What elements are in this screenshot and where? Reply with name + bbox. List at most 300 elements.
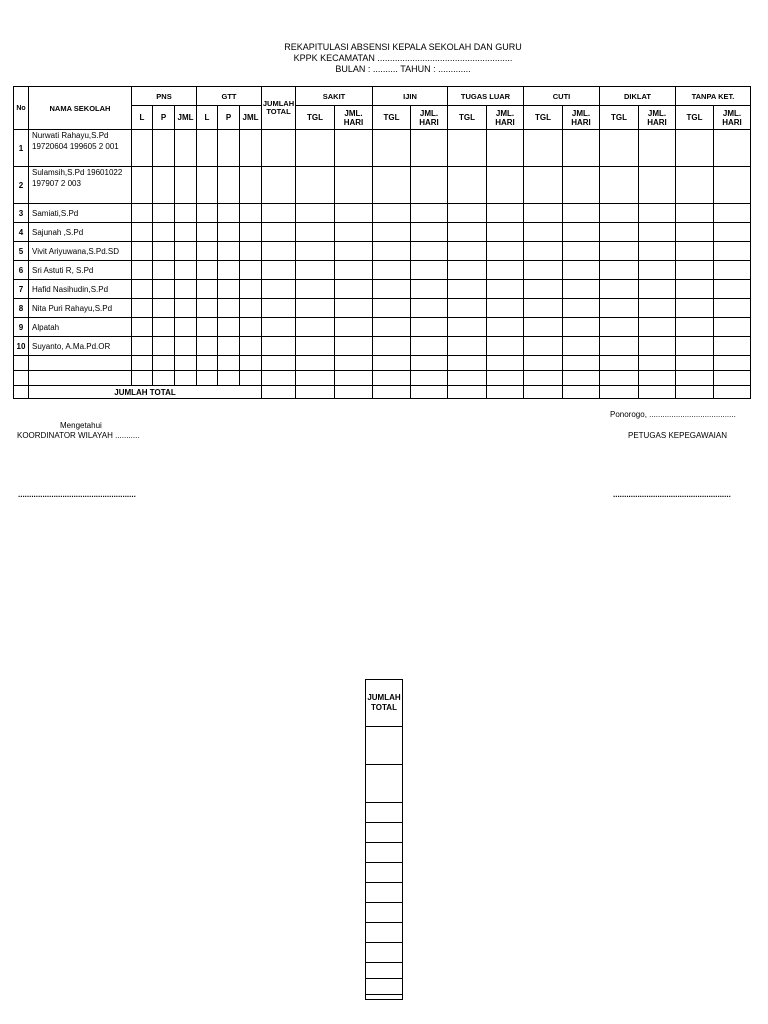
header-jumlah-total: JUMLAH TOTAL (262, 87, 296, 130)
data-cell (262, 204, 296, 223)
data-cell (411, 167, 448, 204)
data-cell (153, 299, 175, 318)
total-cell (714, 386, 751, 399)
teacher-name: Sri Astuti R, S.Pd (29, 261, 132, 280)
data-cell (240, 167, 262, 204)
data-cell (373, 356, 411, 371)
row-number: 1 (14, 130, 29, 167)
sub-tanpa-ket-jml-hari: JML. HARI (714, 106, 751, 130)
data-cell (335, 242, 373, 261)
data-cell (487, 204, 524, 223)
header-no: No (14, 87, 29, 130)
data-cell (524, 204, 563, 223)
data-cell (218, 356, 240, 371)
data-cell (153, 356, 175, 371)
data-cell (487, 223, 524, 242)
data-cell (487, 337, 524, 356)
data-cell (240, 318, 262, 337)
row-number: 4 (14, 223, 29, 242)
teacher-name: Suyanto, A.Ma.Pd.OR (29, 337, 132, 356)
data-cell (218, 318, 240, 337)
data-cell (240, 242, 262, 261)
data-cell (175, 223, 197, 242)
sub-gtt-l: L (197, 106, 218, 130)
teacher-name: Nita Puri Rahayu,S.Pd (29, 299, 132, 318)
data-cell (639, 318, 676, 337)
side-cell (366, 803, 403, 823)
sub-ijin-jml-hari: JML. HARI (411, 106, 448, 130)
total-row-no (14, 386, 29, 399)
data-cell (639, 167, 676, 204)
data-cell (296, 356, 335, 371)
data-cell (563, 167, 600, 204)
data-cell (175, 242, 197, 261)
data-cell (563, 318, 600, 337)
row-number: 6 (14, 261, 29, 280)
data-cell (676, 371, 714, 386)
data-cell (335, 337, 373, 356)
data-cell (373, 299, 411, 318)
data-cell (240, 280, 262, 299)
side-row (366, 883, 403, 903)
data-cell (197, 242, 218, 261)
data-cell (262, 130, 296, 167)
data-cell (132, 223, 153, 242)
data-cell (335, 299, 373, 318)
data-cell (296, 242, 335, 261)
total-cell (563, 386, 600, 399)
total-label: JUMLAH TOTAL (29, 386, 262, 399)
side-row (366, 765, 403, 803)
data-cell (197, 299, 218, 318)
teacher-name: Sulamsih,S.Pd 19601022 197907 2 003 (29, 167, 132, 204)
data-cell (335, 318, 373, 337)
data-cell (175, 204, 197, 223)
table-row (14, 261, 751, 280)
data-cell (714, 356, 751, 371)
row-number: 7 (14, 280, 29, 299)
teacher-name (29, 371, 132, 386)
data-cell (714, 280, 751, 299)
header-gtt: GTT (197, 87, 262, 106)
data-cell (411, 130, 448, 167)
side-row (366, 903, 403, 923)
data-cell (373, 371, 411, 386)
side-cell (366, 765, 403, 803)
data-cell (262, 167, 296, 204)
data-cell (563, 261, 600, 280)
data-cell (676, 280, 714, 299)
data-cell (448, 280, 487, 299)
data-cell (524, 280, 563, 299)
data-cell (487, 167, 524, 204)
sub-sakit-tgl: TGL (296, 106, 335, 130)
data-cell (487, 242, 524, 261)
header-nama-sekolah: NAMA SEKOLAH (29, 87, 132, 130)
row-number (14, 356, 29, 371)
data-cell (676, 130, 714, 167)
data-cell (373, 337, 411, 356)
data-cell (676, 356, 714, 371)
total-cell (335, 386, 373, 399)
data-cell (197, 318, 218, 337)
data-cell (296, 204, 335, 223)
data-cell (639, 261, 676, 280)
sub-pns-l: L (132, 106, 153, 130)
data-cell (262, 337, 296, 356)
sub-tugas-luar-jml-hari: JML. HARI (487, 106, 524, 130)
data-cell (563, 299, 600, 318)
sub-gtt-p: P (218, 106, 240, 130)
data-cell (197, 356, 218, 371)
total-cell (676, 386, 714, 399)
row-number (14, 371, 29, 386)
data-cell (676, 204, 714, 223)
row-number: 10 (14, 337, 29, 356)
data-cell (714, 130, 751, 167)
data-cell (563, 371, 600, 386)
data-cell (262, 318, 296, 337)
data-cell (448, 223, 487, 242)
data-cell (262, 371, 296, 386)
data-cell (448, 204, 487, 223)
data-cell (676, 318, 714, 337)
sub-ijin-tgl: TGL (373, 106, 411, 130)
data-cell (240, 299, 262, 318)
data-cell (335, 280, 373, 299)
data-cell (218, 223, 240, 242)
data-cell (240, 337, 262, 356)
data-cell (524, 371, 563, 386)
data-cell (132, 371, 153, 386)
data-cell (153, 318, 175, 337)
table-row (14, 356, 751, 371)
data-cell (335, 130, 373, 167)
data-cell (296, 299, 335, 318)
data-cell (676, 337, 714, 356)
signature-line-left: ..................................................... (18, 490, 136, 499)
data-cell (132, 318, 153, 337)
data-cell (296, 371, 335, 386)
header-tugas-luar: TUGAS LUAR (448, 87, 524, 106)
data-cell (411, 280, 448, 299)
teacher-name: Vivit Ariyuwana,S.Pd.SD (29, 242, 132, 261)
data-cell (563, 356, 600, 371)
total-row (14, 386, 751, 399)
data-cell (175, 261, 197, 280)
data-cell (296, 337, 335, 356)
data-cell (153, 130, 175, 167)
data-cell (563, 242, 600, 261)
data-cell (153, 204, 175, 223)
header-pns: PNS (132, 87, 197, 106)
data-cell (600, 318, 639, 337)
data-cell (639, 371, 676, 386)
data-cell (714, 261, 751, 280)
data-cell (411, 371, 448, 386)
data-cell (335, 261, 373, 280)
data-cell (639, 337, 676, 356)
data-cell (487, 261, 524, 280)
sub-sakit-jml-hari: JML. HARI (335, 106, 373, 130)
table-body (14, 130, 751, 399)
data-cell (411, 318, 448, 337)
data-cell (524, 242, 563, 261)
data-cell (714, 318, 751, 337)
data-cell (714, 371, 751, 386)
data-cell (524, 167, 563, 204)
data-cell (487, 280, 524, 299)
data-cell (373, 223, 411, 242)
side-cell (366, 979, 403, 995)
data-cell (262, 261, 296, 280)
sub-cuti-tgl: TGL (524, 106, 563, 130)
data-cell (676, 242, 714, 261)
mengetahui-label: Mengetahui (60, 421, 102, 430)
data-cell (524, 299, 563, 318)
data-cell (563, 223, 600, 242)
data-cell (714, 299, 751, 318)
data-cell (132, 299, 153, 318)
data-cell (218, 167, 240, 204)
data-cell (132, 337, 153, 356)
data-cell (197, 130, 218, 167)
data-cell (373, 280, 411, 299)
table-row (14, 242, 751, 261)
data-cell (411, 261, 448, 280)
data-cell (132, 242, 153, 261)
header-ijin: IJIN (373, 87, 448, 106)
data-cell (524, 130, 563, 167)
table-row (14, 204, 751, 223)
side-cell (366, 995, 403, 1000)
data-cell (600, 299, 639, 318)
data-cell (600, 261, 639, 280)
data-cell (296, 261, 335, 280)
data-cell (218, 337, 240, 356)
data-cell (262, 280, 296, 299)
data-cell (240, 371, 262, 386)
data-cell (296, 318, 335, 337)
jumlah-total-column (365, 679, 403, 1000)
sub-diklat-jml-hari: JML. HARI (639, 106, 676, 130)
data-cell (524, 337, 563, 356)
data-cell (218, 280, 240, 299)
teacher-name: Hafid Nasihudin,S.Pd (29, 280, 132, 299)
data-cell (262, 356, 296, 371)
total-cell (296, 386, 335, 399)
data-cell (411, 299, 448, 318)
data-cell (132, 167, 153, 204)
row-number: 5 (14, 242, 29, 261)
side-row (366, 979, 403, 995)
total-cell (262, 386, 296, 399)
data-cell (132, 356, 153, 371)
total-cell (639, 386, 676, 399)
side-row (366, 923, 403, 943)
data-cell (175, 371, 197, 386)
data-cell (714, 337, 751, 356)
ponorogo-date: Ponorogo, ....................................... (610, 410, 736, 419)
data-cell (373, 242, 411, 261)
total-cell (487, 386, 524, 399)
data-cell (600, 280, 639, 299)
data-cell (448, 299, 487, 318)
side-row (366, 963, 403, 979)
data-cell (175, 130, 197, 167)
side-row (366, 995, 403, 1000)
data-cell (296, 130, 335, 167)
data-cell (218, 261, 240, 280)
data-cell (600, 130, 639, 167)
data-cell (218, 242, 240, 261)
data-cell (197, 261, 218, 280)
koordinator-label: KOORDINATOR WILAYAH ........... (17, 431, 140, 440)
teacher-name: Sajunah ,S.Pd (29, 223, 132, 242)
side-cell (366, 923, 403, 943)
header-tanpa-ket: TANPA KET. (676, 87, 751, 106)
data-cell (448, 337, 487, 356)
side-cell (366, 823, 403, 843)
data-cell (153, 280, 175, 299)
data-cell (153, 223, 175, 242)
data-cell (524, 261, 563, 280)
side-cell (366, 863, 403, 883)
data-cell (197, 167, 218, 204)
data-cell (639, 280, 676, 299)
data-cell (175, 167, 197, 204)
header-cuti: CUTI (524, 87, 600, 106)
data-cell (600, 356, 639, 371)
data-cell (563, 130, 600, 167)
data-cell (335, 371, 373, 386)
data-cell (335, 204, 373, 223)
sub-gtt-jml: JML (240, 106, 262, 130)
data-cell (373, 318, 411, 337)
attendance-table (13, 86, 751, 399)
data-cell (218, 299, 240, 318)
sub-diklat-tgl: TGL (600, 106, 639, 130)
data-cell (175, 299, 197, 318)
data-cell (197, 337, 218, 356)
data-cell (335, 356, 373, 371)
side-cell (366, 883, 403, 903)
data-cell (197, 371, 218, 386)
sub-cuti-jml-hari: JML. HARI (563, 106, 600, 130)
data-cell (296, 223, 335, 242)
total-cell (411, 386, 448, 399)
teacher-name (29, 356, 132, 371)
data-cell (218, 204, 240, 223)
data-cell (600, 223, 639, 242)
data-cell (676, 167, 714, 204)
side-cell (366, 903, 403, 923)
teacher-name: Samiati,S.Pd (29, 204, 132, 223)
data-cell (600, 371, 639, 386)
data-cell (600, 204, 639, 223)
side-row (366, 863, 403, 883)
side-cell (366, 727, 403, 765)
row-number: 8 (14, 299, 29, 318)
data-cell (563, 337, 600, 356)
side-row (366, 803, 403, 823)
data-cell (448, 242, 487, 261)
data-cell (296, 280, 335, 299)
data-cell (411, 356, 448, 371)
data-cell (240, 204, 262, 223)
teacher-name: Alpatah (29, 318, 132, 337)
row-number: 2 (14, 167, 29, 204)
data-cell (411, 204, 448, 223)
table-row (14, 130, 751, 167)
side-row (366, 843, 403, 863)
table-row (14, 371, 751, 386)
data-cell (197, 204, 218, 223)
header-sakit: SAKIT (296, 87, 373, 106)
table-row (14, 223, 751, 242)
data-cell (411, 242, 448, 261)
data-cell (335, 223, 373, 242)
data-cell (411, 223, 448, 242)
data-cell (175, 280, 197, 299)
data-cell (448, 261, 487, 280)
data-cell (714, 242, 751, 261)
data-cell (639, 356, 676, 371)
data-cell (132, 261, 153, 280)
data-cell (600, 242, 639, 261)
data-cell (153, 261, 175, 280)
data-cell (448, 130, 487, 167)
data-cell (524, 223, 563, 242)
doc-title: REKAPITULASI ABSENSI KEPALA SEKOLAH DAN GURU (284, 42, 522, 52)
data-cell (335, 167, 373, 204)
table-row (14, 280, 751, 299)
total-cell (373, 386, 411, 399)
row-number: 9 (14, 318, 29, 337)
sub-tanpa-ket-tgl: TGL (676, 106, 714, 130)
data-cell (487, 318, 524, 337)
data-cell (153, 167, 175, 204)
data-cell (240, 356, 262, 371)
total-cell (600, 386, 639, 399)
data-cell (714, 204, 751, 223)
data-cell (639, 204, 676, 223)
data-cell (448, 356, 487, 371)
side-cell (366, 843, 403, 863)
data-cell (487, 299, 524, 318)
data-cell (132, 130, 153, 167)
data-cell (218, 130, 240, 167)
data-cell (240, 261, 262, 280)
signature-line-right: ..................................................... (613, 490, 731, 499)
petugas-label: PETUGAS KEPEGAWAIAN (628, 431, 727, 440)
sub-pns-p: P (153, 106, 175, 130)
sub-tugas-luar-tgl: TGL (448, 106, 487, 130)
data-cell (218, 371, 240, 386)
data-cell (373, 261, 411, 280)
header-diklat: DIKLAT (600, 87, 676, 106)
data-cell (197, 280, 218, 299)
data-cell (487, 371, 524, 386)
teacher-name: Nurwati Rahayu,S.Pd 19720604 199605 2 001 (29, 130, 132, 167)
data-cell (262, 299, 296, 318)
data-cell (487, 130, 524, 167)
data-cell (132, 280, 153, 299)
data-cell (448, 318, 487, 337)
data-cell (153, 242, 175, 261)
data-cell (175, 356, 197, 371)
data-cell (563, 204, 600, 223)
